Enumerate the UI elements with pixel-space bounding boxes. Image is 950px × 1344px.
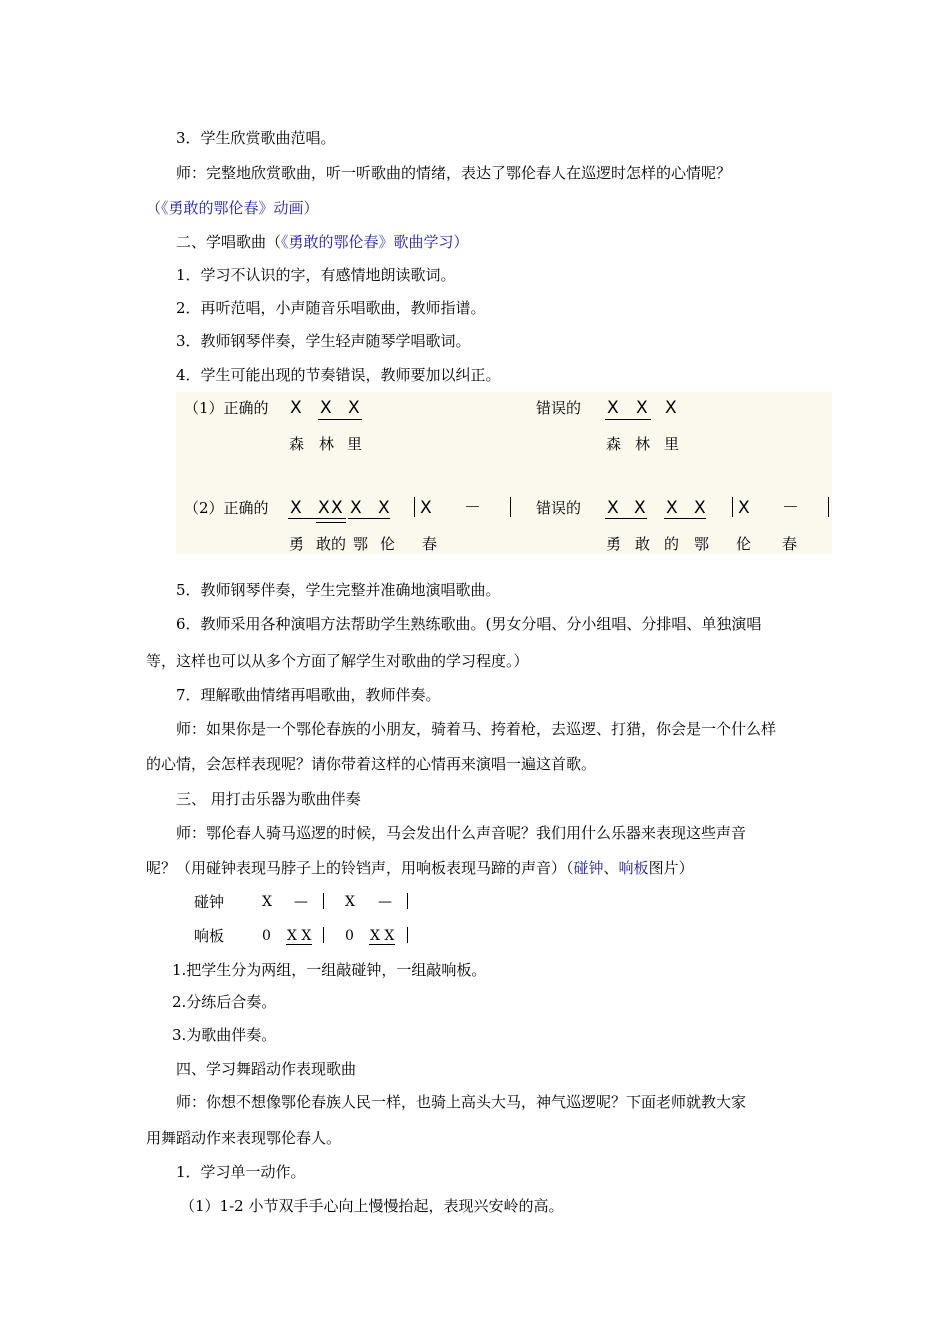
rest: 0 <box>262 928 271 944</box>
note: X <box>345 894 355 910</box>
lyric: 里 <box>664 435 680 453</box>
bar-line <box>828 497 829 517</box>
rhythm-2-wrong-label: 错误的 <box>536 499 582 517</box>
dash: — <box>378 894 392 910</box>
text-line: 3．教师钢琴伴奏，学生轻声随琴学唱歌词。 <box>176 332 471 350</box>
lyric: 鄂 <box>694 535 710 553</box>
lyric: 勇 <box>606 535 622 553</box>
text-span: 、 <box>603 859 619 877</box>
beam <box>288 518 346 519</box>
text-line: 1.把学生分为两组，一组敲碰钟，一组敲响板。 <box>172 961 487 979</box>
note: X <box>607 498 619 518</box>
notes: X X <box>370 928 395 944</box>
lyric: 敢 <box>635 535 651 553</box>
clapper-label: 响板 <box>194 927 225 945</box>
text-line: （1）1-2 小节双手手心向上慢慢抬起，表现兴安岭的高。 <box>180 1197 564 1215</box>
rest: 0 <box>345 928 354 944</box>
text-line: 师：你想不想像鄂伦春族人民一样，也骑上高头大马，神气巡逻呢？下面老师就教大家 <box>176 1093 747 1111</box>
note: X <box>262 894 272 910</box>
bar-line <box>323 927 324 943</box>
bar-line <box>732 497 733 517</box>
note: X <box>738 498 750 518</box>
beam <box>664 518 706 519</box>
text-line: 7．理解歌曲情绪再唱歌曲，教师伴奏。 <box>176 686 441 704</box>
note: X <box>378 498 390 518</box>
beam <box>369 944 395 945</box>
lyric: 的 <box>664 535 680 553</box>
bell-label: 碰钟 <box>194 893 225 911</box>
bar-line <box>414 497 415 517</box>
note: X <box>331 498 343 518</box>
song-study-link[interactable]: 《勇敢的鄂伦春》歌曲学习） <box>281 233 469 251</box>
rhythm-1-wrong-label: 错误的 <box>536 399 582 417</box>
text-span: 图片） <box>648 859 694 877</box>
beam <box>318 419 362 420</box>
note: X <box>350 498 362 518</box>
bar-line <box>407 927 408 943</box>
note: X <box>290 398 302 418</box>
bar-line <box>510 497 511 517</box>
section-heading <box>176 232 469 252</box>
notes: X X <box>287 928 312 944</box>
lyric: 鄂 <box>353 535 369 553</box>
text-line: 用舞蹈动作来表现鄂伦春人。 <box>146 1129 342 1147</box>
lyric: 林 <box>635 435 651 453</box>
text-line: 4．学生可能出现的节奏错误，教师要加以纠正。 <box>176 366 501 384</box>
dash: — <box>294 894 308 910</box>
note: X <box>665 398 677 418</box>
dash: － <box>464 498 481 518</box>
text-line: 3.为歌曲伴奏。 <box>172 1026 277 1044</box>
text-line: 等，这样也可以从多个方面了解学生对歌曲的学习程度。） <box>146 652 529 670</box>
note: X <box>348 398 360 418</box>
heading-text: 二、学唱歌曲（ <box>176 233 282 251</box>
beam <box>286 944 312 945</box>
beam <box>316 522 346 523</box>
bar-line <box>407 893 408 909</box>
note: X <box>318 498 330 518</box>
text-line: 1．学习单一动作。 <box>176 1163 306 1181</box>
lyric: 林 <box>319 435 335 453</box>
lyric: 伦 <box>736 535 752 553</box>
beam <box>348 518 390 519</box>
lyric: 春 <box>782 535 798 553</box>
bell-image-link[interactable]: 碰钟 <box>573 859 604 877</box>
text-line: 6．教师采用各种演唱方法帮助学生熟练歌曲。(男女分唱、分小组唱、分排唱、单独演唱 <box>176 615 762 633</box>
beam <box>605 518 647 519</box>
clapper-image-link[interactable]: 响板 <box>618 859 649 877</box>
text-line: 5．教师钢琴伴奏，学生完整并准确地演唱歌曲。 <box>176 581 501 599</box>
text-line: 师：完整地欣赏歌曲，听一听歌曲的情绪，表达了鄂伦春人在巡逻时怎样的心情呢？ <box>176 164 732 182</box>
note: X <box>320 398 332 418</box>
text-line: 2．再听范唱，小声随音乐唱歌曲，教师指谱。 <box>176 299 486 317</box>
section-heading: 四、学习舞蹈动作表现歌曲 <box>176 1060 357 1078</box>
text-line: 的心情，会怎样表现呢？请你带着这样的心情再来演唱一遍这首歌。 <box>146 755 597 773</box>
note: X <box>666 498 678 518</box>
text-line <box>146 858 694 878</box>
lyric: 春 <box>422 535 438 553</box>
text-line: 师：如果你是一个鄂伦春族的小朋友，骑着马、挎着枪，去巡逻、打猎，你会是一个什么样 <box>176 720 777 738</box>
animation-link[interactable]: （《勇敢的鄂伦春》动画） <box>146 199 319 217</box>
note: X <box>420 498 432 518</box>
text-line: 1．学习不认识的字，有感情地朗读歌词。 <box>176 266 456 284</box>
text-span: 呢？（用碰钟表现马脖子上的铃铛声，用响板表现马蹄的声音）（ <box>146 859 574 877</box>
note: X <box>290 498 302 518</box>
text-line: 2.分练后合奏。 <box>172 993 277 1011</box>
bar-line <box>323 893 324 909</box>
note: X <box>607 398 619 418</box>
lyric: 勇 <box>289 535 305 553</box>
section-heading: 三、 用打击乐器为歌曲伴奏 <box>176 790 361 808</box>
lyric: 森 <box>289 435 305 453</box>
rhythm-1-label: （1）正确的 <box>184 399 269 417</box>
lyric: 敢的 <box>316 535 347 553</box>
lyric: 森 <box>606 435 622 453</box>
rhythm-2-label: （2）正确的 <box>184 499 269 517</box>
note: X <box>636 398 648 418</box>
text-line: 师：鄂伦春人骑马巡逻的时候，马会发出什么声音呢？我们用什么乐器来表现这些声音 <box>176 824 747 842</box>
text-line: 3．学生欣赏歌曲范唱。 <box>176 129 336 147</box>
lyric: 里 <box>347 435 363 453</box>
lyric: 伦 <box>380 535 396 553</box>
note: X <box>694 498 706 518</box>
dash: － <box>782 498 799 518</box>
beam <box>605 419 651 420</box>
rhythm-comparison-box <box>176 392 832 554</box>
note: X <box>634 498 646 518</box>
